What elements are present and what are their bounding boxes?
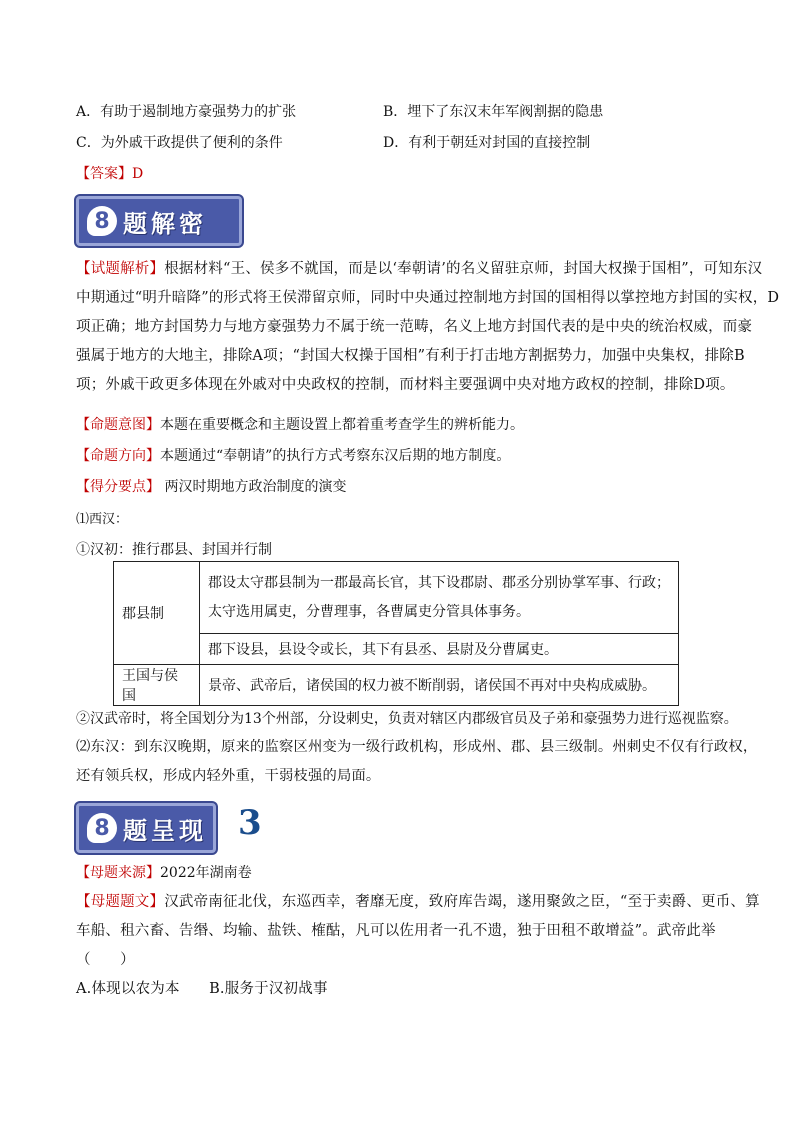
question-number: 3 [238,803,262,843]
intent-line [76,414,524,434]
analysis-tag: 【试题解析】 [76,261,165,277]
direction-tag: 【命题方向】 [76,448,160,464]
source-tag: 【母题来源】 [76,865,160,881]
question-tag: 【母题题文】 [76,894,165,910]
table-cell: 郡设太守郡县制为一郡最高长官，其下设郡尉、郡丞分别协掌军事、行政； 太守选用属吏，分曹理事，各曹属吏分管具体事务。 [200,562,679,634]
answer-value: D [132,166,144,182]
analysis-line-1: 【试题解析】根据材料“王、侯多不就国，而是以‘奉朝请’的名义留驻京师，封国大权操于国相”，可知东汉 [76,261,763,277]
analysis-line-5: 项；外戚干政更多体现在外戚对中央政权的控制，而材料主要强调中央对地方政权的控制，排除D项。 [76,377,735,393]
banner-title: 题解密 [123,209,207,238]
direction-line [76,445,510,465]
answer-line [76,163,143,183]
intent-tag: 【命题意图】 [76,417,160,433]
points-tag: 【得分要点】 [76,479,160,495]
points-text: 两汉时期地方政治制度的演变 [160,479,347,495]
section-banner-present [76,803,216,853]
section-banner-decode [76,196,242,246]
points-line [76,476,346,496]
question-paragraph [76,888,760,1004]
option-b: B．埋下了东汉末年军阀割据的隐患 [383,104,604,120]
direction-text: 本题通过“奉朝请”的执行方式考察东汉后期的地方制度。 [160,448,511,464]
table-row [114,562,679,634]
analysis-line-3: 项正确；地方封国势力与地方豪强势力不属于统一范畴，名义上地方封国代表的是中央的统治权威，而豪 [76,319,753,335]
banner-title: 题呈现 [123,816,207,845]
table-row [114,665,679,706]
question-line-2: 车船、租六畜、告缗、均输、盐铁、榷酤，凡可以佐用者一孔不遗，独于田租不敢增益”。武帝此举 [76,923,716,939]
intent-text: 本题在重要概念和主题设置上都着重考查学生的辨析能力。 [160,417,524,433]
source-text: 2022年湖南卷 [160,865,252,881]
analysis-line-2: 中期通过“明升暗降”的形式将王侯滞留京师，同时中央通过控制地方封国的国相得以掌控地方封国的实权，D [76,290,780,306]
table-cell-label: 王国与侯国 [114,665,200,706]
wudi-line: ②汉武帝时，将全国划分为13个州部，分设刺史，负责对辖区内郡级官员及子弟和豪强势力进行巡视监察。 [76,711,738,727]
answer-tag: 【答案】 [76,166,132,182]
table-cell-label: 郡县制 [114,562,200,665]
local-system-table [113,561,679,706]
table-cell: 景帝、武帝后，诸侯国的权力被不断削弱，诸侯国不再对中央构成威胁。 [200,665,679,706]
option-a: A．有助于遏制地方豪强势力的扩张 [76,104,297,120]
analysis-paragraph [76,255,780,400]
logo-icon: 8 [87,206,117,236]
question-options: A.体现以农为本 B.服务于汉初战事 [76,981,328,997]
analysis-line-4: 强属于地方的大地主，排除A项；“封国大权操于国相”有利于打击地方割据势力，加强中央集权，排除B [76,348,745,364]
question-line-3: （ ） [76,952,135,968]
logo-icon: 8 [87,813,117,843]
early-han-heading: ①汉初：推行郡县、封国并行制 [76,542,272,558]
source-line [76,862,252,882]
option-d: D．有利于朝廷对封国的直接控制 [383,135,591,151]
west-han-heading: ⑴西汉： [76,512,129,527]
question-line-1: 【母题题文】汉武帝南征北伐，东巡西幸，奢靡无度，致府库告竭，遂用聚敛之臣，“至于卖爵、更币、算 [76,894,760,910]
option-c: C．为外戚干政提供了便利的条件 [76,135,283,151]
table-cell: 郡下设县，县设令或长，其下有县丞、县尉及分曹属吏。 [200,634,679,665]
east-han-paragraph: ⑵东汉：到东汉晚期，原来的监察区州变为一级行政机构，形成州、郡、县三级制。州刺史不仅有行政权， 还有领兵权，形成内轻外重，干弱枝强的局面。 [76,739,758,784]
